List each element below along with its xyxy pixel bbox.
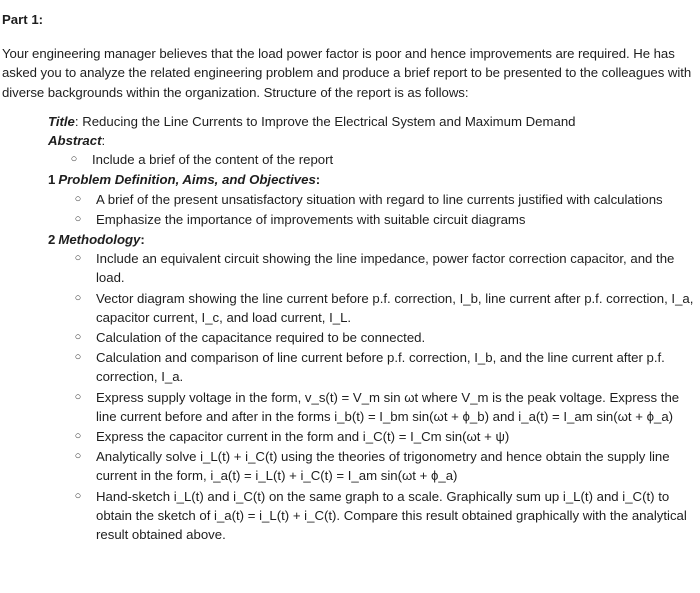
- list-item: [68, 150, 694, 169]
- bullet-text: Analytically solve i_L(t) + i_C(t) using the theories of trigonometry and hence obtain the supply line current in the form, i_a(t) = i_L(t) + i_C(t) = I_am sin(ωt + ϕ_a): [96, 449, 670, 484]
- section-1-list: [72, 190, 694, 229]
- intro-paragraph: Your engineering manager believes that the load power factor is poor and hence improvements are required. He has asked you to analyze the related engineering problem and produce a brief report to be presented to the colleagues with diverse backgrounds within the organization. Structure of the report is as follows:: [2, 46, 692, 100]
- section-heading-2: [48, 230, 694, 249]
- section-number: 1: [48, 172, 56, 188]
- list-item: [72, 289, 694, 327]
- abstract-heading: [48, 131, 694, 150]
- list-item: [72, 249, 694, 287]
- list-item: [72, 487, 694, 545]
- bullet-text: Hand-sketch i_L(t) and i_C(t) on the same graph to a scale. Graphically sum up i_L(t) and i_C(t) to obtain the sketch of i_a(t) = i_L(t) + i_C(t). Compare this result obtained graphically with the analytical result obtained above.: [96, 488, 687, 543]
- bullet-text: Vector diagram showing the line current before p.f. correction, I_b, line current after p.f. correction, I_a, capacitor current, I_c, and load current, I_L.: [96, 290, 694, 325]
- bullet-text: Include a brief of the content of the report: [92, 152, 334, 168]
- bullet-text: Include an equivalent circuit showing the line impedance, power factor correction capacitor, and the load.: [96, 251, 675, 286]
- hollow-bullet-icon: ○: [74, 252, 82, 265]
- bullet-text: Express the capacitor current in the form and i_C(t) = I_Cm sin(ωt + ψ): [96, 429, 510, 445]
- report-title-line: [48, 112, 694, 131]
- section-colon: :: [140, 232, 145, 248]
- bullet-text: Calculation and comparison of line current before p.f. correction, I_b, and the line current after p.f. correction, I_a.: [96, 350, 665, 385]
- hollow-bullet-icon: ○: [74, 351, 82, 364]
- section-heading-1: [48, 170, 694, 189]
- report-structure: [48, 112, 694, 544]
- list-item: [72, 328, 694, 347]
- list-item: [72, 210, 694, 229]
- hollow-bullet-icon: ○: [70, 153, 78, 166]
- section-name: Problem Definition, Aims, and Objectives: [58, 172, 316, 188]
- bullet-text: Calculation of the capacitance required to be connected.: [96, 330, 426, 346]
- bullet-text: Emphasize the importance of improvements with suitable circuit diagrams: [96, 211, 526, 227]
- part-heading: Part 1:: [2, 12, 44, 27]
- hollow-bullet-icon: ○: [74, 212, 82, 225]
- list-item: [72, 427, 694, 446]
- hollow-bullet-icon: ○: [74, 489, 82, 502]
- hollow-bullet-icon: ○: [74, 450, 82, 463]
- title-text: : Reducing the Line Currents to Improve the Electrical System and Maximum Demand: [74, 113, 576, 129]
- list-item: [72, 388, 694, 426]
- abstract-list: [68, 150, 694, 169]
- abstract-colon: :: [101, 133, 106, 149]
- list-item: [72, 447, 694, 485]
- hollow-bullet-icon: ○: [74, 331, 82, 344]
- hollow-bullet-icon: ○: [74, 390, 82, 403]
- abstract-label: Abstract: [48, 133, 102, 149]
- bullet-text: A brief of the present unsatisfactory situation with regard to line currents justified with calculations: [96, 191, 663, 207]
- hollow-bullet-icon: ○: [74, 192, 82, 205]
- list-item: [72, 190, 694, 209]
- bullet-text: Express supply voltage in the form, v_s(t) = V_m sin ωt where V_m is the peak voltage. Express the line current before and after in the forms i_b(t) = I_bm sin(ωt + ϕ_b) and i_a(t) = I_am sin(ωt + ϕ_a): [96, 389, 680, 424]
- section-2-list: [72, 249, 694, 544]
- hollow-bullet-icon: ○: [74, 291, 82, 304]
- list-item: [72, 348, 694, 386]
- section-number: 2: [48, 232, 56, 248]
- title-label: Title: [48, 113, 75, 129]
- section-name: Methodology: [58, 232, 141, 248]
- hollow-bullet-icon: ○: [74, 430, 82, 443]
- section-colon: :: [315, 172, 321, 188]
